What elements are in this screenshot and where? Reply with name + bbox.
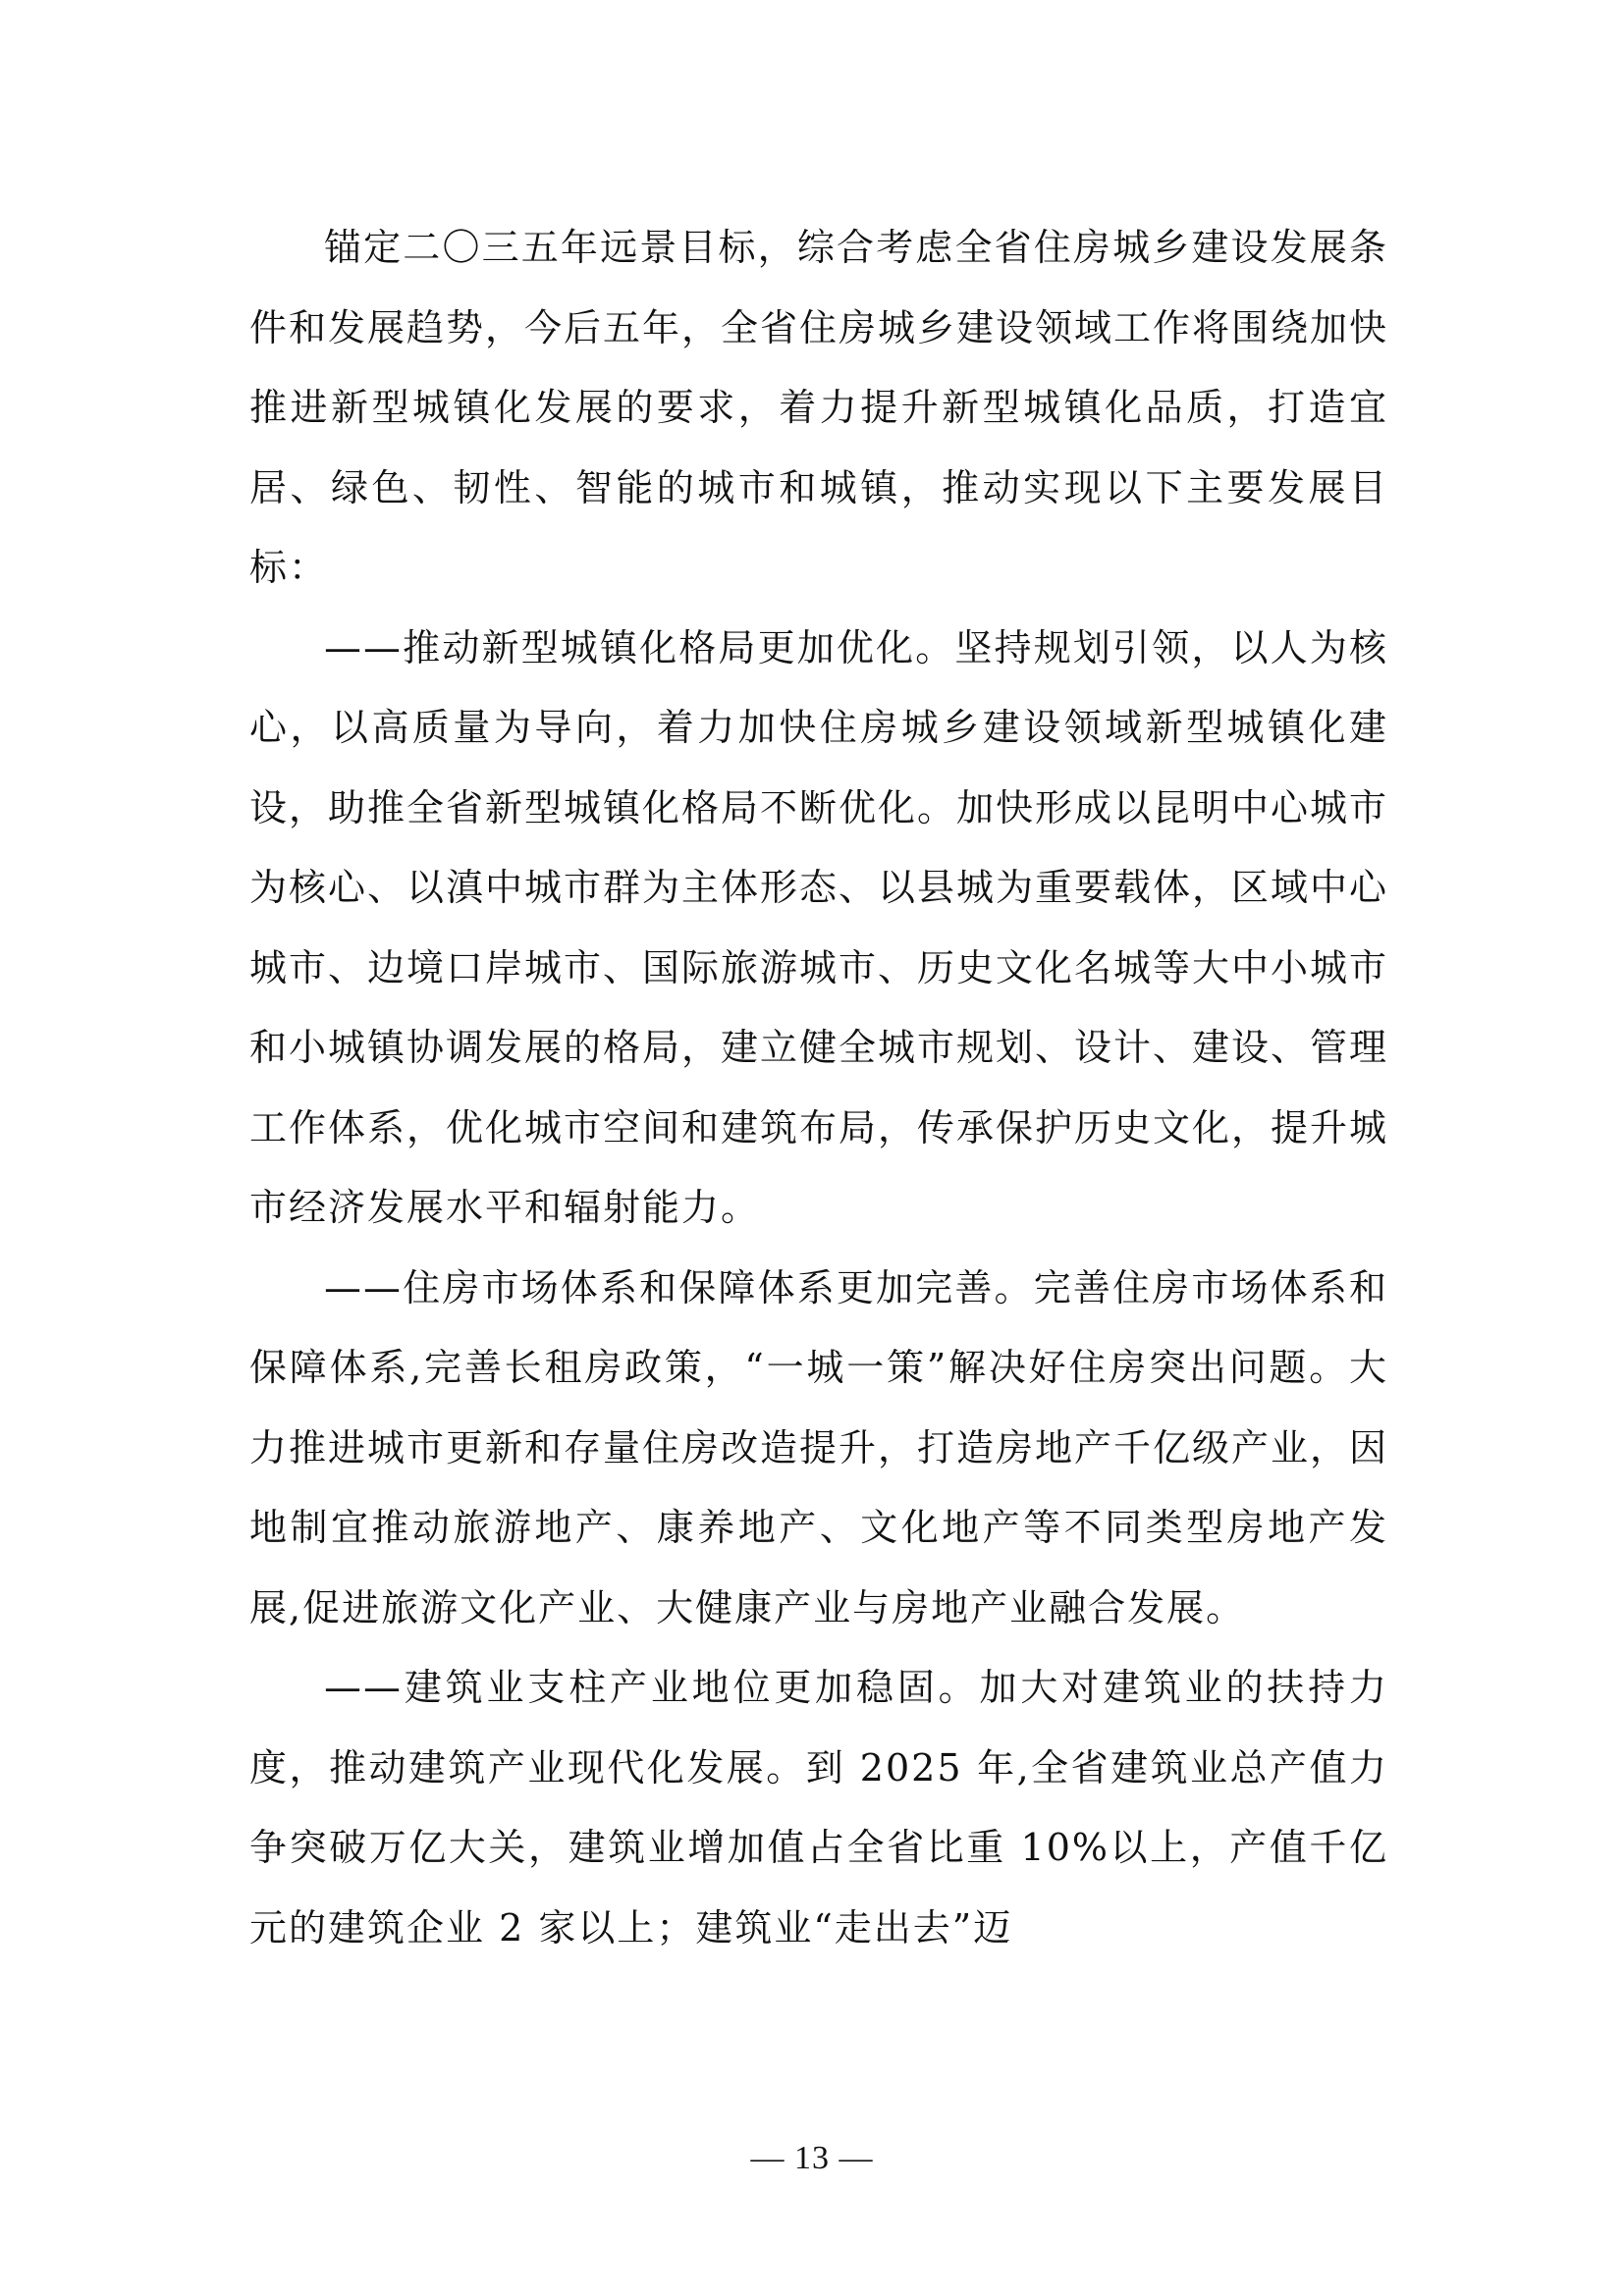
paragraph-3 — [249, 1249, 1388, 1649]
page-number: — 13 — — [750, 2140, 874, 2176]
paragraph-2-heading: ——推动新型城镇化格局更加优化。 — [324, 625, 955, 669]
paragraph-3-text: 完善住房市场体系和保障体系,完善长租房政策，“一城一策”解决好住房突出问题。大力推进城市更新和存量住房改造提升，打造房地产千亿级产业，因地制宜推动旅游地产、康养地产、文化地产等不同类型房地产发展,促进旅游文化产业、大健康产业与房地产业融合发展。 — [249, 1265, 1389, 1629]
paragraph-2 — [249, 609, 1388, 1249]
paragraph-4-heading: ——建筑业支柱产业地位更加稳固。 — [324, 1666, 980, 1709]
paragraph-3-heading: ——住房市场体系和保障体系更加完善。 — [324, 1265, 1034, 1309]
paragraph-4-text: 加大对建筑业的扶持力度，推动建筑产业现代化发展。到 2025 年,全省建筑业总产值力争突破万亿大关，建筑业增加值占全省比重 10%以上，产值千亿元的建筑企业 2 家以上；建筑业“走出去”迈 — [249, 1666, 1388, 1949]
document-body — [249, 208, 1388, 1968]
paragraph-1-text: 锚定二〇三五年远景目标，综合考虑全省住房城乡建设发展条件和发展趋势，今后五年，全省住房城乡建设领域工作将围绕加快推进新型城镇化发展的要求，着力提升新型城镇化品质，打造宜居、绿色、韧性、智能的城市和城镇，推动实现以下主要发展目标： — [249, 226, 1389, 589]
paragraph-2-text: 坚持规划引领，以人为核心，以高质量为导向，着力加快住房城乡建设领域新型城镇化建设，助推全省新型城镇化格局不断优化。加快形成以昆明中心城市为核心、以滇中城市群为主体形态、以县城为重要载体，区域中心城市、边境口岸城市、国际旅游城市、历史文化名城等大中小城市和小城镇协调发展的格局，建立健全城市规划、设计、建设、管理工作体系，优化城市空间和建筑布局，传承保护历史文化，提升城市经济发展水平和辐射能力。 — [249, 625, 1389, 1229]
paragraph-4 — [249, 1648, 1388, 1968]
paragraph-1 — [249, 208, 1388, 609]
